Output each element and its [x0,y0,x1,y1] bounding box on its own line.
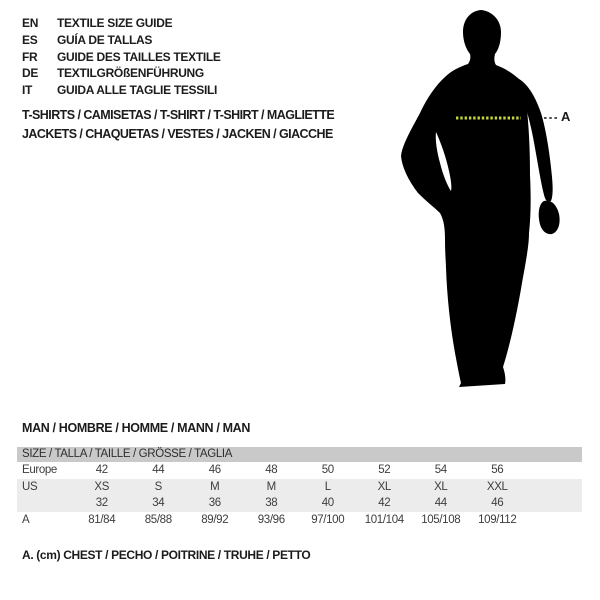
cell: XS [94,480,110,493]
cell: 38 [265,497,278,510]
row-label: US [22,480,38,493]
language-code: IT [22,83,33,98]
table-row-us-numeric [17,495,582,512]
cell: 46 [208,464,221,477]
cell: 105/108 [421,513,461,526]
language-label: TEXTILGRÖßENFÜHRUNG [57,66,204,81]
cell: XL [377,480,391,493]
language-label: TEXTILE SIZE GUIDE [57,16,173,30]
section-title: MAN / HOMBRE / HOMME / MANN / MAN [22,421,251,435]
language-row [22,32,221,49]
language-label: GUIDA ALLE TAGLIE TESSILI [57,83,218,98]
row-label: Europe [22,464,57,477]
cell: M [266,480,276,493]
cell: 32 [95,497,108,510]
language-row [22,15,221,32]
cell: 85/88 [144,513,172,526]
silhouette-svg [400,5,580,389]
cell: 97/100 [311,513,345,526]
cell: 56 [491,464,504,477]
row-label: A [22,513,30,526]
cell: M [210,480,220,493]
cell: 50 [321,464,334,477]
size-table [17,447,582,528]
cell: 52 [378,464,391,477]
cell: XL [434,480,448,493]
measure-label-a: A [561,109,571,124]
cell: 89/92 [201,513,229,526]
cell: 81/84 [88,513,116,526]
language-row [22,49,221,66]
man-silhouette [401,10,531,387]
cell: L [324,480,331,493]
cell: XXL [486,480,508,493]
cell: 36 [208,497,221,510]
table-header: SIZE / TALLA / TAILLE / GRÖSSE / TAGLIA [17,447,582,462]
cell: S [154,480,162,493]
table-row-us [17,479,582,496]
cell: 40 [321,497,334,510]
cell: 42 [378,497,391,510]
table-row-europe [17,462,582,479]
language-code: DE [22,66,39,81]
cell: 46 [491,497,504,510]
measure-footnote: A. (cm) CHEST / PECHO / POITRINE / TRUHE / PETTO [22,548,311,562]
language-code: EN [22,16,39,30]
category-titles [22,106,334,143]
cell: 44 [434,497,447,510]
cell: 42 [95,464,108,477]
right-hand [539,201,560,234]
category-line-tshirts: T-SHIRTS / CAMISETAS / T-SHIRT / T-SHIRT / MAGLIETTE [22,108,335,122]
language-label: GUÍA DE TALLAS [57,32,153,47]
language-row [22,82,221,99]
language-code: FR [22,49,38,64]
cell: 101/104 [364,513,404,526]
language-list [22,15,221,99]
language-label: GUIDE DES TAILLES TEXTILE [57,49,221,64]
cell: 34 [152,497,165,510]
language-code: ES [22,32,38,47]
cell: 48 [265,464,278,477]
language-row [22,65,221,82]
cell: 54 [434,464,447,477]
category-line-jackets: JACKETS / CHAQUETAS / VESTES / JACKEN / GIACCHE [22,126,333,141]
table-row-chest-cm [17,512,582,529]
cell: 44 [152,464,165,477]
man-silhouette-figure [400,5,580,389]
cell: 93/96 [257,513,285,526]
cell: 109/112 [478,513,517,526]
